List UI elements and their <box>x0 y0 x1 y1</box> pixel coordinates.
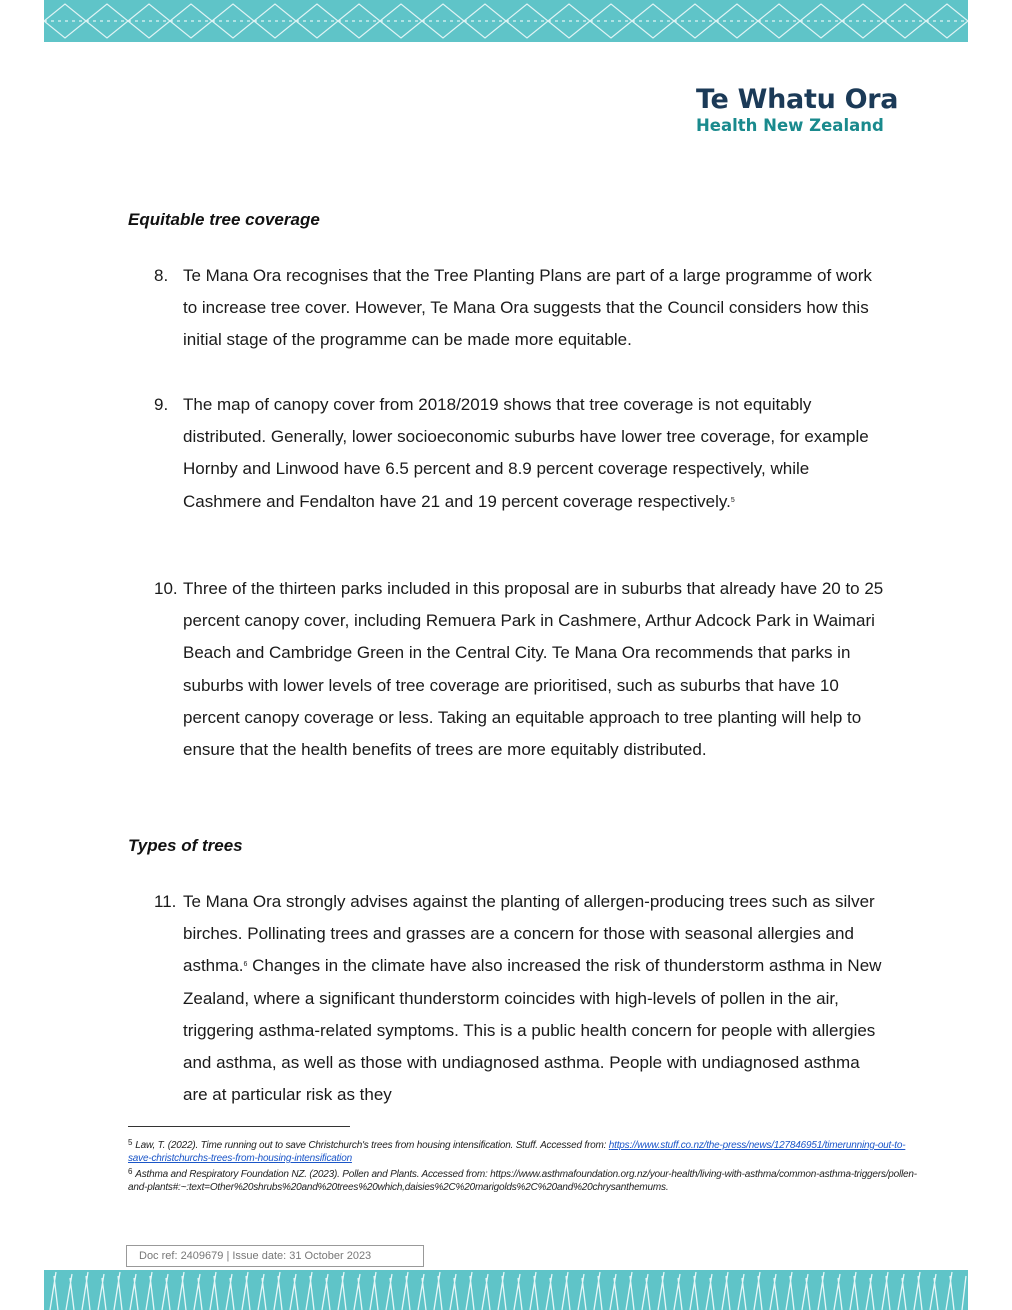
footnote-mark: 5 <box>128 1138 133 1147</box>
te-whatu-ora-logo <box>696 84 926 136</box>
footnote-5 <box>128 1136 918 1165</box>
header-pattern-band <box>44 0 968 42</box>
paragraph-8 <box>128 260 888 357</box>
paragraph-10 <box>128 573 888 766</box>
footer-pattern-band <box>44 1270 968 1310</box>
logo-subtitle: Health New Zealand <box>696 116 884 135</box>
paragraph-number: 10. <box>154 579 178 598</box>
grass-pattern-icon <box>44 1270 968 1310</box>
diamond-pattern-icon <box>44 0 968 42</box>
footnote-divider <box>128 1126 350 1127</box>
footnote-text: Asthma and Respiratory Foundation NZ. (2023). Pollen and Plants. Accessed from: https://www.asthmafoundation.org.nz/your-health/living-with-asthma/common-asthma-triggers/pollen-and-plants#:~:text=Other%20shrubs%20and%20trees%20which,daisies%2C%20marigolds%2C%20and%20chrysanthemums. <box>128 1169 917 1193</box>
footnote-link[interactable]: https://www.stuff.co.nz/the-press/news/127846951/timerunning-out-to-save-christchurchs-trees-from-housing-intensification <box>128 1140 906 1164</box>
logo-title: Te Whatu Ora <box>696 84 899 115</box>
paragraph-9 <box>128 389 888 518</box>
paragraph-text: The map of canopy cover from 2018/2019 shows that tree coverage is not equitably distributed. Generally, lower socioeconomic suburbs have lower tree coverage, for example Hornby and Linwood have 6.5 percent and 8.9 percent coverage respectively, while Cashmere and Fendalton have 21 and 19 percent coverage respectively. <box>183 395 869 511</box>
paragraph-text-a: Te Mana Ora strongly advises against the planting of allergen-producing trees such as silver birches. Pollinating trees and grasses are a concern for those with seasonal allergies and asthma. <box>183 892 875 976</box>
paragraph-text-b: Changes in the climate have also increased the risk of thunderstorm asthma in New Zealand, where a significant thunderstorm coincides with high-levels of pollen in the air, triggering asthma-related symptoms. This is a public health concern for people with allergies and asthma, as well as those with undiagnosed asthma. People with undiagnosed asthma are at particular risk as they <box>183 956 882 1105</box>
section-heading-types-of-trees: Types of trees <box>128 836 243 855</box>
paragraph-number: 8. <box>154 266 169 285</box>
footnote-mark: 6 <box>128 1167 133 1176</box>
paragraph-number: 11. <box>154 892 177 911</box>
paragraph-number: 9. <box>154 395 169 414</box>
footnotes <box>128 1136 918 1194</box>
section-heading-equitable: Equitable tree coverage <box>128 210 320 229</box>
footnote-ref-6[interactable]: 6 <box>243 961 248 969</box>
paragraph-text-wrap <box>183 389 888 518</box>
footnote-6 <box>128 1165 918 1194</box>
footnote-ref-5[interactable]: 5 <box>730 496 735 504</box>
footnote-text: Law, T. (2022). Time running out to save Christchurch's trees from housing intensification. Stuff. Accessed from: <box>135 1140 609 1151</box>
paragraph-text: Te Mana Ora recognises that the Tree Planting Plans are part of a large programme of work to increase tree cover. However, Te Mana Ora suggests that the Council considers how this initial stage of the programme can be made more equitable. <box>183 266 872 350</box>
paragraph-text-wrap <box>183 886 888 1111</box>
paragraph-text: Three of the thirteen parks included in this proposal are in suburbs that already have 20 to 25 percent canopy cover, including Remuera Park in Cashmere, Arthur Adcock Park in Waimari Beach and Cambridge Green in the Central City. Te Mana Ora recommends that parks in suburbs with lower levels of tree coverage are prioritised, such as suburbs that have 10 percent canopy coverage or less. Taking an equitable approach to tree planting will help to ensure that the health benefits of trees are more equitably distributed. <box>183 579 884 760</box>
doc-ref-box: Doc ref: 2409679 | Issue date: 31 October 2023 <box>126 1245 424 1267</box>
paragraph-11 <box>128 886 888 1111</box>
